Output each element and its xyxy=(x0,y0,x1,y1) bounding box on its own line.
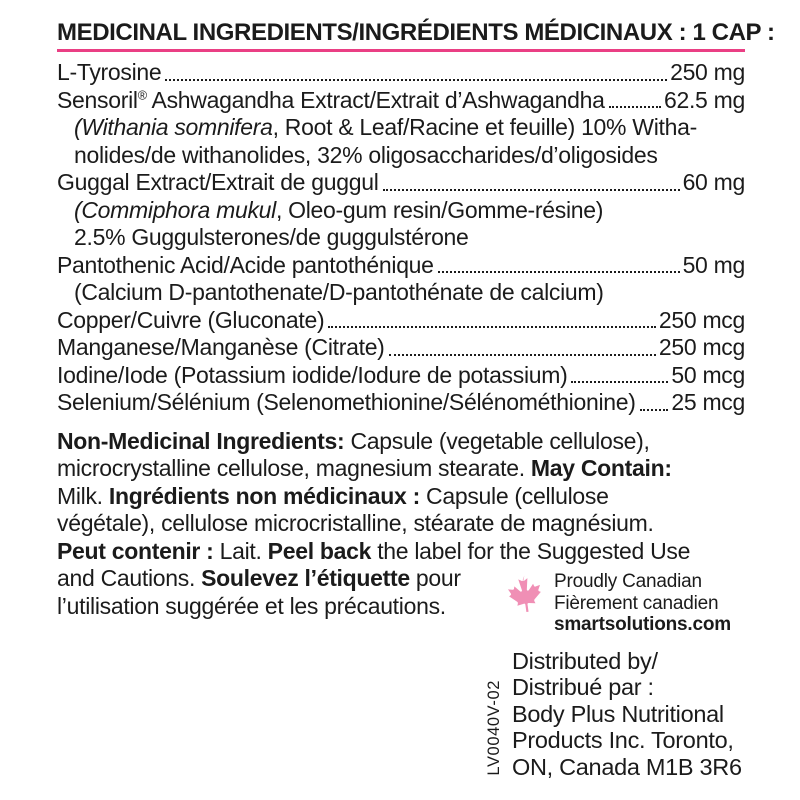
title-underline xyxy=(57,49,745,52)
distributor-line: Distribué par : xyxy=(512,674,654,700)
website-text: smartsolutions.com xyxy=(554,614,731,635)
dots-leader xyxy=(328,326,656,328)
ingredient-row xyxy=(57,389,745,417)
medicinal-ingredients-title: MEDICINAL INGREDIENTS/INGRÉDIENTS MÉDICINAUX : 1 CAP : xyxy=(57,19,775,46)
distributor-line: ON, Canada M1B 3R6 xyxy=(512,753,742,780)
ingredient-row xyxy=(57,334,745,362)
ingredient-name: Iodine/Iode (Potassium iodide/Iodure de potassium) xyxy=(57,361,568,388)
text-line: l’utilisation suggérée et les précautions. xyxy=(57,592,446,619)
ingredient-row xyxy=(57,307,745,335)
ingredient-amount: 62.5 mg xyxy=(663,86,745,113)
ingredient-main-line xyxy=(57,334,745,362)
ingredient-main-line xyxy=(57,389,745,417)
bottom-section xyxy=(57,565,745,636)
distributor-block xyxy=(512,648,745,781)
text-line: Milk. Ingrédients non médicinaux : Capsule (cellulose xyxy=(57,482,609,509)
ingredient-main-line xyxy=(57,169,745,197)
dots-leader xyxy=(609,106,661,108)
proudly-canadian-block xyxy=(507,565,745,636)
distributor-line: Products Inc. Toronto, xyxy=(512,727,734,753)
ingredient-name: Sensoril® Ashwagandha Extract/Extrait d’Ashwagandha xyxy=(57,86,605,113)
dots-leader xyxy=(165,79,667,81)
ingredient-row xyxy=(57,362,745,390)
ingredient-row xyxy=(57,169,745,252)
dots-leader xyxy=(640,409,669,411)
ingredient-amount: 250 mcg xyxy=(658,334,745,360)
ingredient-row xyxy=(57,87,745,170)
dots-leader xyxy=(571,381,668,383)
ingredient-subline: 2.5% Guggulsterones/de guggulstérone xyxy=(74,224,469,250)
ingredient-name: L-Tyrosine xyxy=(57,59,162,85)
label-content xyxy=(57,19,775,780)
ingredient-main-line xyxy=(57,362,745,390)
ingredient-amount: 50 mcg xyxy=(671,361,745,388)
ingredient-name: Pantothenic Acid/Acide pantothénique xyxy=(57,251,434,278)
text-line: végétale), cellulose microcristalline, stéarate de magnésium. xyxy=(57,510,654,536)
non-medicinal-paragraph xyxy=(57,428,745,566)
text-line: Non-Medicinal Ingredients: Capsule (vegetable cellulose), xyxy=(57,427,650,454)
ingredient-main-line xyxy=(57,59,745,87)
proudly-canadian-line-fr: Fièrement canadien xyxy=(554,592,719,614)
lot-code-vertical: LV0040V-02 xyxy=(485,680,503,776)
distributor-section xyxy=(57,648,745,781)
distributor-line: Distributed by/ xyxy=(512,647,658,674)
text-line: Peut contenir : Lait. Peel back the label for the Suggested Use xyxy=(57,537,691,564)
text-line: microcrystalline cellulose, magnesium stearate. May Contain: xyxy=(57,455,672,481)
ingredient-name: Copper/Cuivre (Gluconate) xyxy=(57,306,325,333)
ingredient-name: Selenium/Sélénium (Selenomethionine/Sélénométhionine) xyxy=(57,389,636,415)
ingredient-main-line xyxy=(57,307,745,335)
proudly-canadian-row xyxy=(507,571,745,636)
ingredient-amount: 25 mcg xyxy=(671,389,745,415)
ingredient-subline: nolides/de withanolides, 32% oligosaccharides/d’oligosides xyxy=(74,141,658,168)
maple-leaf-icon xyxy=(507,573,547,616)
ingredient-row xyxy=(57,59,745,87)
ingredient-main-line xyxy=(57,252,745,280)
ingredient-name: Manganese/Manganèse (Citrate) xyxy=(57,334,385,360)
ingredient-main-line xyxy=(57,87,745,115)
dots-leader xyxy=(438,271,680,273)
proudly-canadian-text xyxy=(554,571,731,636)
ingredient-amount: 250 mcg xyxy=(658,306,745,333)
ingredient-subline: (Calcium D-pantothenate/D-pantothénate de calcium) xyxy=(74,279,604,305)
ingredient-amount: 250 mg xyxy=(670,59,745,85)
peel-back-paragraph xyxy=(57,565,507,636)
ingredient-row xyxy=(57,252,745,307)
ingredient-amount: 50 mg xyxy=(682,251,745,278)
text-line: and Cautions. Soulevez l’étiquette pour xyxy=(57,565,461,591)
ingredient-name: Guggal Extract/Extrait de guggul xyxy=(57,169,379,195)
distributor-line: Body Plus Nutritional xyxy=(512,700,724,727)
ingredient-list xyxy=(57,59,745,417)
proudly-canadian-line-en: Proudly Canadian xyxy=(554,571,702,592)
ingredient-subline: (Withania somnifera, Root & Leaf/Racine et feuille) 10% Witha- xyxy=(74,114,697,140)
dots-leader xyxy=(383,189,680,191)
ingredient-amount: 60 mg xyxy=(682,169,745,195)
dots-leader xyxy=(389,354,656,356)
ingredient-subline: (Commiphora mukul, Oleo-gum resin/Gomme-résine) xyxy=(74,196,604,223)
